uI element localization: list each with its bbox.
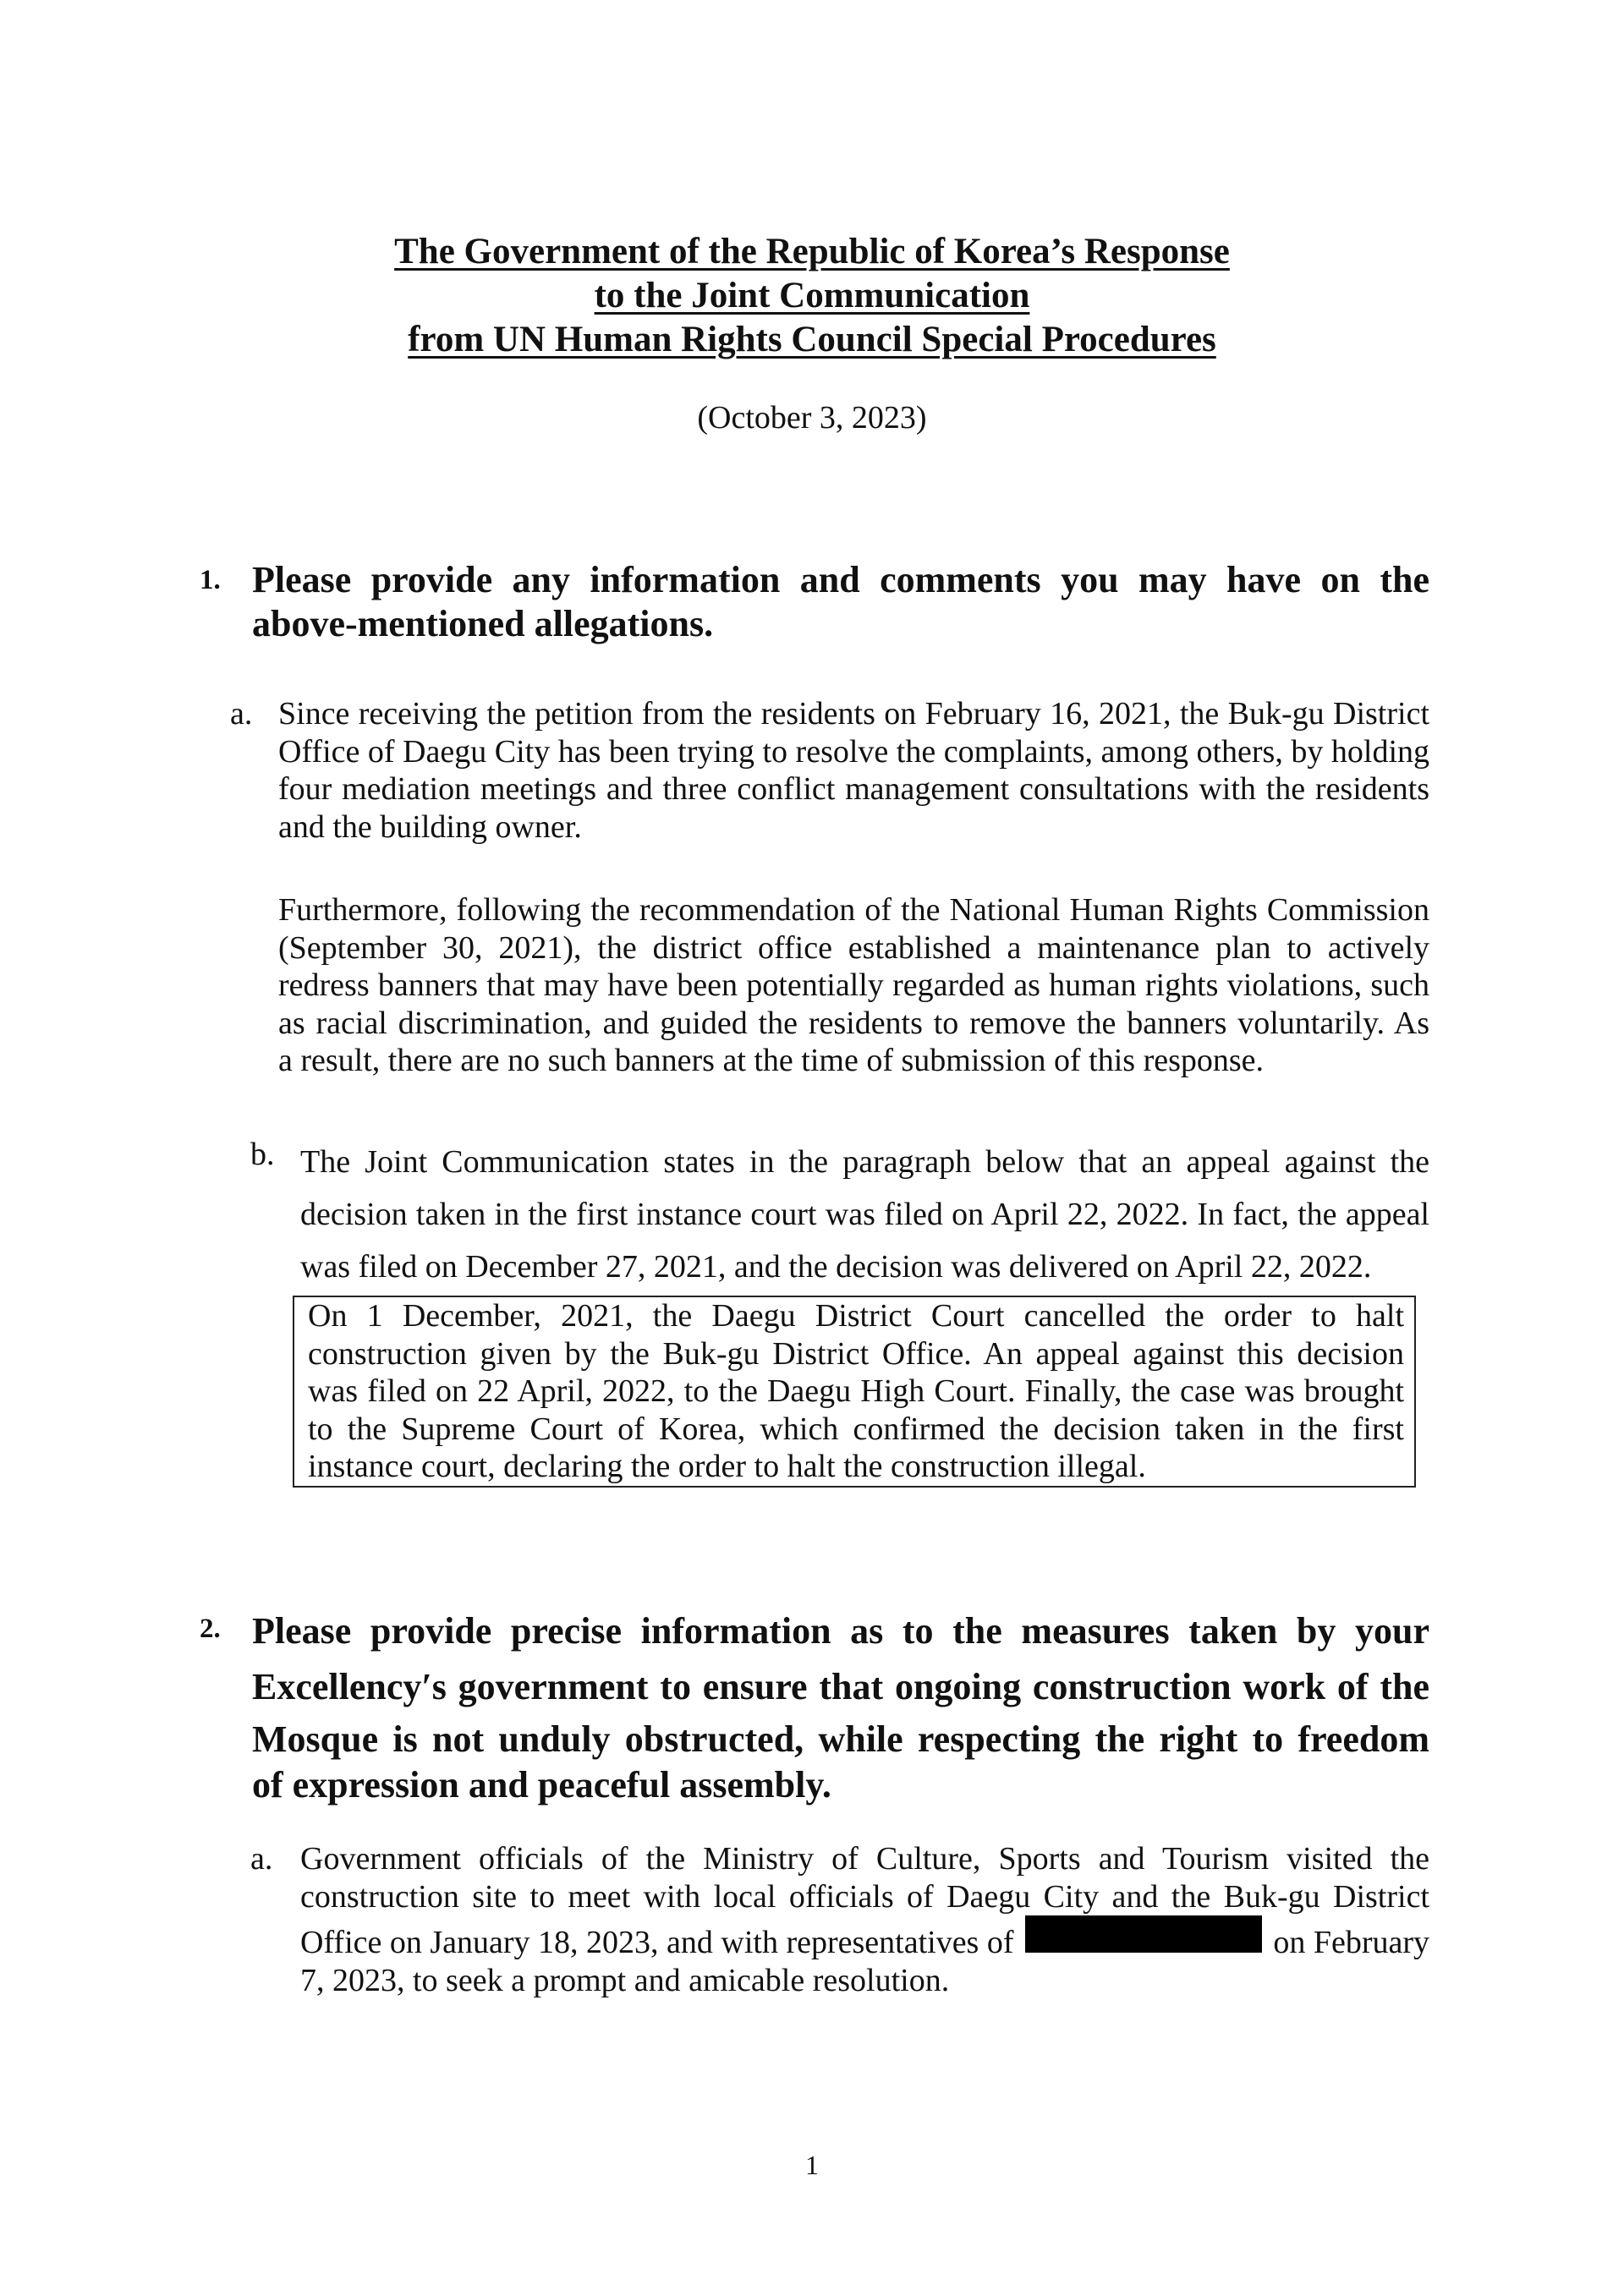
- quote-line-1: On 1 December, 2021, the Daegu District Court cancelled the order to halt: [308, 1298, 1404, 1334]
- item-1b-letter: b.: [250, 1137, 275, 1172]
- question-1-number: 1.: [200, 565, 221, 595]
- question-2-line-3: Mosque is not unduly obstructed, while respecting the right to freedom: [252, 1718, 1429, 1760]
- question-2-line-4: of expression and peaceful assembly.: [252, 1764, 831, 1806]
- title-line-3: from UN Human Rights Council Special Procedures: [408, 320, 1216, 359]
- item-1a-p2-line-2: (September 30, 2021), the district office established a maintenance plan to actively: [278, 929, 1429, 966]
- question-1-heading: [252, 558, 1429, 646]
- item-1a-paragraph-2: [278, 891, 1429, 1080]
- quote-line-2: construction given by the Buk-gu District Office. An appeal against this decision: [308, 1335, 1404, 1372]
- item-2a-line-2: construction site to meet with local officials of Daegu City and the Buk-gu District: [300, 1878, 1429, 1915]
- item-2a-line-4: 7, 2023, to seek a prompt and amicable resolution.: [300, 1962, 950, 1998]
- item-1a-p2-line-1: Furthermore, following the recommendation of the National Human Rights Commission: [278, 892, 1429, 928]
- item-1b-line-2: decision taken in the first instance court was filed on April 22, 2022. In fact, the appeal: [300, 1197, 1429, 1232]
- quote-line-4: to the Supreme Court of Korea, which confirmed the decision taken in the first: [308, 1411, 1404, 1447]
- item-2a-line-3-after: on February: [1273, 1925, 1429, 1960]
- item-1a-p1-line-3: four mediation meetings and three conflict management consultations with the residents: [278, 771, 1429, 807]
- redaction-bar: [1025, 1915, 1262, 1953]
- item-2a-line-3: [300, 1915, 1429, 1962]
- item-1b-paragraph: [300, 1136, 1429, 1293]
- item-2a-paragraph: [300, 1840, 1429, 1999]
- question-2-number: 2.: [200, 1614, 221, 1644]
- document-title: [0, 230, 1624, 362]
- question-2-line-1: Please provide precise information as to the measures taken by your: [252, 1610, 1429, 1652]
- question-1-line-2: above-mentioned allegations.: [252, 603, 714, 644]
- item-1b-line-1: The Joint Communication states in the paragraph below that an appeal against the: [300, 1144, 1429, 1180]
- item-1b-line-3: was filed on December 27, 2021, and the decision was delivered on April 22, 2022.: [300, 1249, 1372, 1285]
- title-line-1: The Government of the Republic of Korea’s Response: [394, 232, 1230, 271]
- document-date: (October 3, 2023): [697, 400, 927, 436]
- item-1a-p1-line-2: Office of Daegu City has been trying to resolve the complaints, among others, by holding: [278, 733, 1429, 770]
- item-1a-p1-line-1: Since receiving the petition from the residents on February 16, 2021, the Buk-gu District: [278, 696, 1429, 732]
- title-line-2: to the Joint Communication: [594, 276, 1030, 315]
- quote-line-3: was filed on 22 April, 2022, to the Daegu High Court. Finally, the case was brought: [308, 1373, 1404, 1409]
- item-2a-line-3-before: Office on January 18, 2023, and with representatives of: [300, 1925, 1014, 1960]
- item-1a-p2-line-4: as racial discrimination, and guided the residents to remove the banners voluntarily. As: [278, 1005, 1429, 1041]
- item-1a-letter: a.: [230, 696, 253, 732]
- page-number: 1: [805, 2150, 819, 2180]
- quote-line-5: instance court, declaring the order to halt the construction illegal.: [308, 1449, 1146, 1484]
- item-2a-letter: a.: [250, 1841, 273, 1877]
- item-1a-p1-line-4: and the building owner.: [278, 808, 582, 845]
- quoted-excerpt-text: [308, 1297, 1404, 1486]
- item-2a-line-1: Government officials of the Ministry of Culture, Sports and Tourism visited the: [300, 1841, 1429, 1877]
- item-1a-p2-line-3: redress banners that may have been potentially regarded as human rights violations, such: [278, 967, 1429, 1003]
- question-2-heading: [252, 1603, 1429, 1806]
- question-1-line-1: Please provide any information and comments you may have on the: [252, 559, 1429, 600]
- item-1a-paragraph-1: [278, 695, 1429, 846]
- item-1a-p2-line-5: a result, there are no such banners at the time of submission of this response.: [278, 1043, 1265, 1078]
- question-2-line-2: Excellency′s government to ensure that ongoing construction work of the: [252, 1666, 1429, 1707]
